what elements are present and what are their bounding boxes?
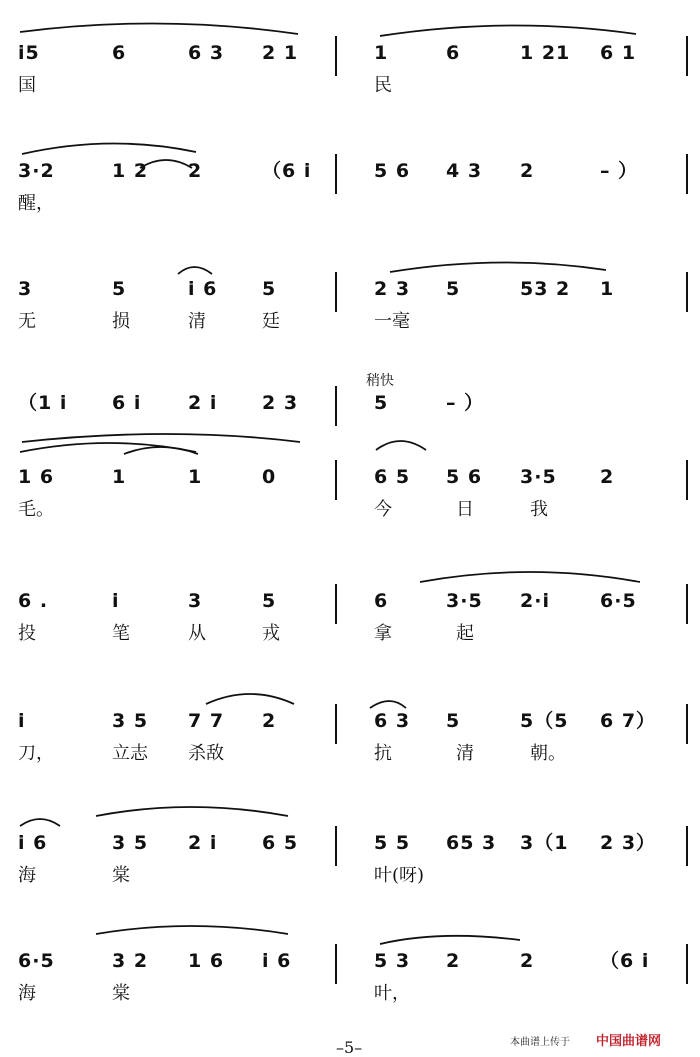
notation-token: 2 1 — [262, 42, 299, 64]
lyric: 醒， — [18, 193, 54, 214]
notation-token: 1 — [112, 466, 127, 488]
notation-token: 3·5 — [520, 466, 557, 488]
music-system — [0, 258, 700, 348]
lyric: 拿 — [374, 623, 392, 644]
music-system — [0, 690, 700, 780]
notation-token: 1 21 — [520, 42, 571, 64]
notation-token: 5 — [262, 278, 277, 300]
notation-token: 6 3 — [374, 710, 411, 732]
music-system — [0, 140, 700, 230]
notation-token: 5 — [446, 278, 461, 300]
slur-marks — [0, 930, 700, 1020]
tempo-marking: 稍快 — [366, 373, 394, 389]
lyric: 朝。 — [530, 743, 566, 764]
lyric: 从 — [188, 623, 206, 644]
slur-marks — [0, 812, 700, 902]
notation-token: 2 — [188, 160, 203, 182]
notation-token: 65 3 — [446, 832, 497, 854]
slur-marks — [0, 258, 700, 348]
slur-marks — [0, 22, 700, 112]
lyric: 清 — [188, 311, 206, 332]
lyric: 毛。 — [18, 499, 54, 520]
notation-token: 2 — [520, 160, 535, 182]
notation-token: 3 2 — [112, 950, 149, 972]
notation-token: – ） — [600, 160, 639, 182]
notation-token: 2 i — [188, 392, 218, 414]
notation-token: 2 — [600, 466, 615, 488]
lyric: 日 — [456, 499, 474, 520]
notation-token: 3（1 — [520, 832, 569, 854]
notation-token: 6 i — [112, 392, 142, 414]
notation-token: 1 2 — [112, 160, 149, 182]
notation-token: 5 6 — [446, 466, 483, 488]
notation-token: 2 — [262, 710, 277, 732]
notation-token: 1 6 — [18, 466, 55, 488]
slur-marks — [0, 690, 700, 780]
notation-token: i5 — [18, 42, 40, 64]
notation-token: 3·2 — [18, 160, 55, 182]
notation-token: 5 5 — [374, 832, 411, 854]
lyric: 棠 — [112, 865, 130, 886]
notation-token: 0 — [262, 466, 277, 488]
notation-token: 6 5 — [262, 832, 299, 854]
notation-token: 6 5 — [374, 466, 411, 488]
notation-token: 2 — [446, 950, 461, 972]
notation-token: i 6 — [188, 278, 218, 300]
notation-token: 3 — [188, 590, 203, 612]
notation-token: 1 — [188, 466, 203, 488]
notation-token: （6 i — [600, 950, 650, 972]
notation-token: 5 — [112, 278, 127, 300]
lyric: 戎 — [262, 623, 280, 644]
notation-token: i 6 — [262, 950, 292, 972]
notation-token: i — [18, 710, 26, 732]
notation-token: 5 — [262, 590, 277, 612]
notation-token: 5 3 — [374, 950, 411, 972]
music-system — [0, 22, 700, 112]
lyric: 海 — [18, 865, 36, 886]
lyric: 损 — [112, 311, 130, 332]
lyric: 我 — [530, 499, 548, 520]
notation-token: 1 — [600, 278, 615, 300]
lyric: 投 — [18, 623, 36, 644]
page-number: –5– — [336, 1038, 363, 1057]
notation-token: 3 5 — [112, 710, 149, 732]
notation-token: 2 3 — [262, 392, 299, 414]
notation-token: – ） — [446, 392, 485, 414]
notation-token: 6 — [374, 590, 389, 612]
source-note: 本曲谱上传于 — [510, 1037, 570, 1048]
notation-token: （1 i — [18, 392, 68, 414]
notation-token: 6 . — [18, 590, 49, 612]
notation-token: 5（5 — [520, 710, 569, 732]
lyric: 抗 — [374, 743, 392, 764]
music-system — [0, 812, 700, 902]
music-system — [0, 930, 700, 1020]
notation-token: 6 7） — [600, 710, 657, 732]
lyric: 民 — [374, 75, 392, 96]
notation-token: 2 i — [188, 832, 218, 854]
notation-token: 3·5 — [446, 590, 483, 612]
notation-token: 3 — [18, 278, 33, 300]
lyric: 刀， — [18, 743, 54, 764]
notation-token: 1 6 — [188, 950, 225, 972]
notation-token: 6 — [112, 42, 127, 64]
site-logo: 中国曲谱网 — [596, 1034, 662, 1049]
lyric: 一毫 — [374, 311, 410, 332]
lyric: 杀敌 — [188, 743, 224, 764]
lyric: 棠 — [112, 983, 130, 1004]
notation-token: i — [112, 590, 120, 612]
music-system — [0, 446, 700, 536]
notation-token: 6·5 — [600, 590, 637, 612]
notation-token: 2 3） — [600, 832, 657, 854]
notation-token: 5 6 — [374, 160, 411, 182]
lyric: 无 — [18, 311, 36, 332]
lyric: 廷 — [262, 311, 280, 332]
notation-token: （6 i — [262, 160, 312, 182]
notation-token: 6 1 — [600, 42, 637, 64]
notation-token: 53 2 — [520, 278, 571, 300]
lyric: 笔 — [112, 623, 130, 644]
notation-token: 7 7 — [188, 710, 225, 732]
lyric: 起 — [456, 623, 474, 644]
lyric: 国 — [18, 75, 36, 96]
notation-token: 2·i — [520, 590, 550, 612]
slur-marks — [0, 446, 700, 536]
notation-token: i 6 — [18, 832, 48, 854]
lyric: 清 — [456, 743, 474, 764]
music-system — [0, 570, 700, 660]
notation-token: 2 3 — [374, 278, 411, 300]
lyric: 海 — [18, 983, 36, 1004]
slur-marks — [0, 140, 700, 230]
notation-token: 6·5 — [18, 950, 55, 972]
notation-token: 5 — [446, 710, 461, 732]
lyric: 立志 — [112, 743, 148, 764]
lyric: 叶(呀) — [374, 865, 425, 886]
lyric: 叶， — [374, 983, 410, 1004]
notation-token: 6 — [446, 42, 461, 64]
notation-token: 4 3 — [446, 160, 483, 182]
lyric: 今 — [374, 499, 392, 520]
notation-token: 3 5 — [112, 832, 149, 854]
notation-token: 6 3 — [188, 42, 225, 64]
notation-token: 1 — [374, 42, 389, 64]
notation-token: 5 — [374, 392, 389, 414]
slur-marks — [0, 570, 700, 660]
notation-token: 2 — [520, 950, 535, 972]
